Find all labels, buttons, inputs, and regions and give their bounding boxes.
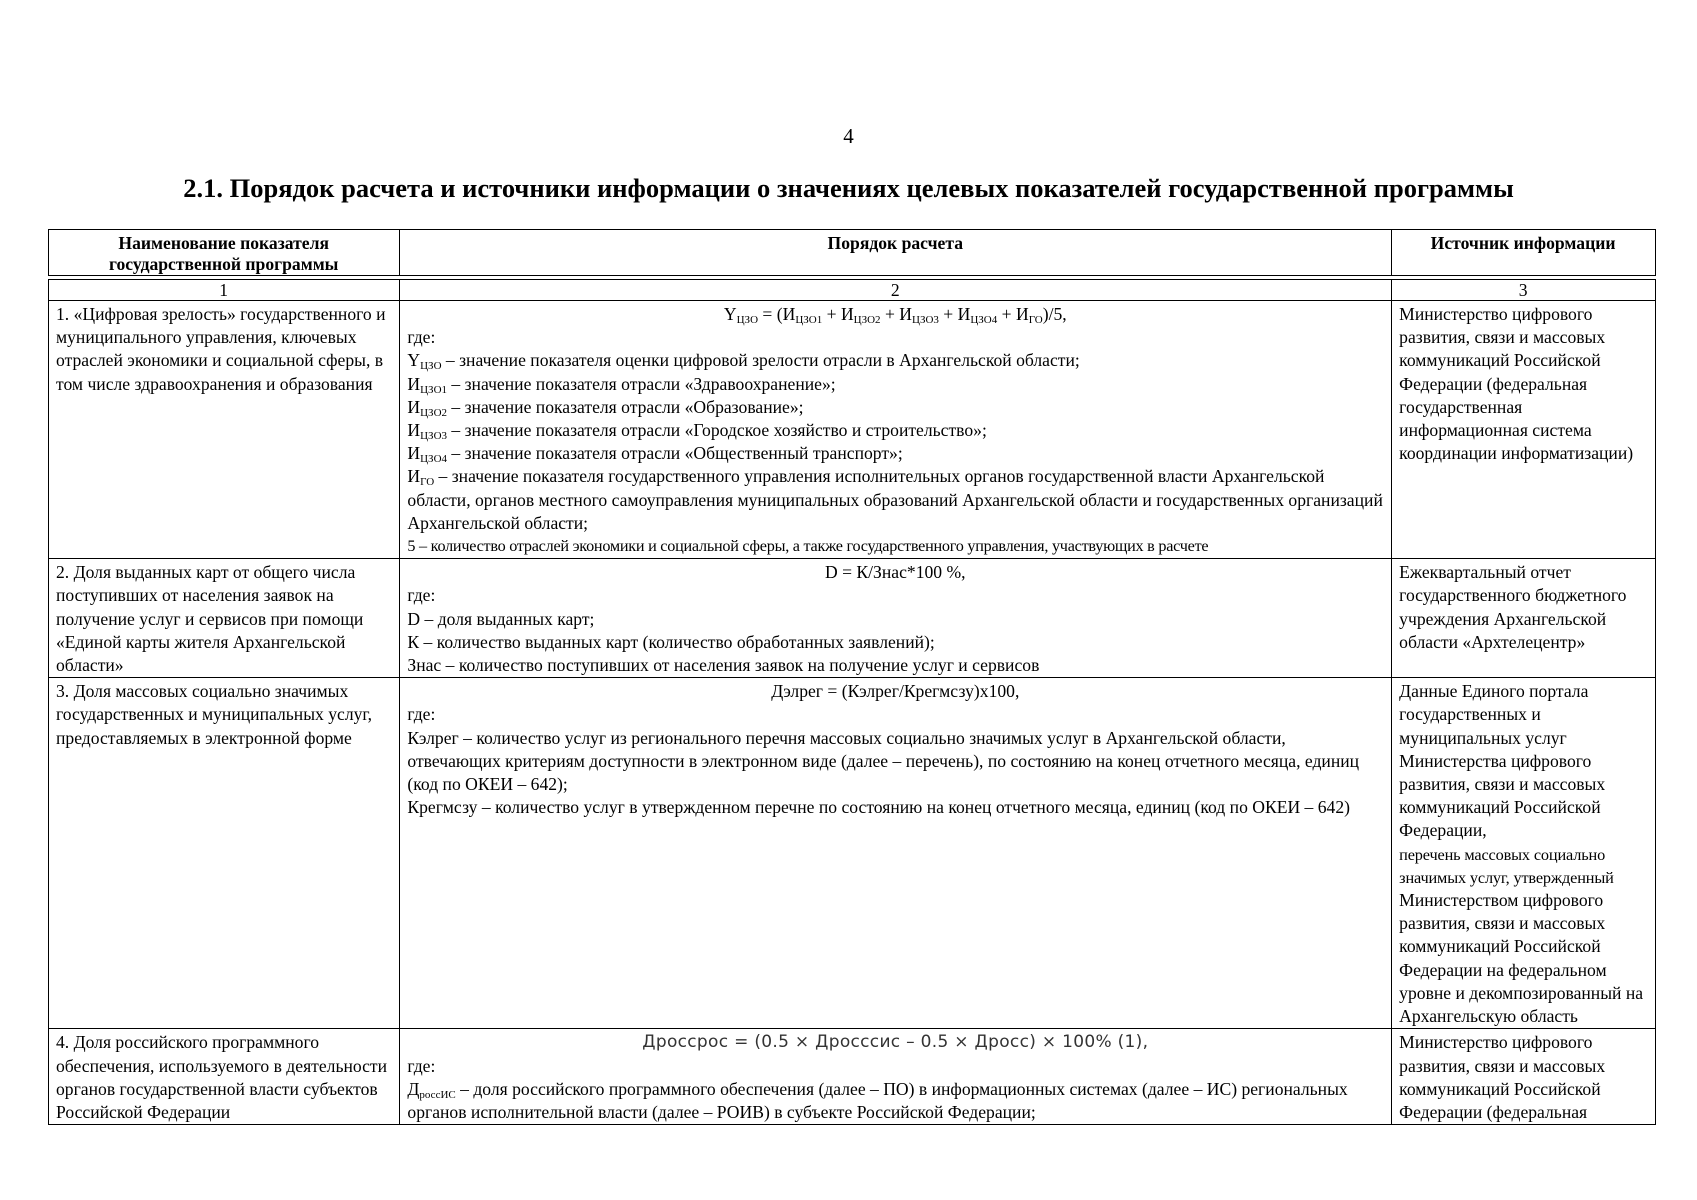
header-indicator-name: Наименование показателя государственной программы (49, 230, 400, 276)
section-title: 2.1. Порядок расчета и источники информации о значениях целевых показателей государственной программы (183, 173, 1514, 203)
where-label: где: (407, 327, 436, 348)
source-text: Данные Единого портала государственных и муниципальных услуг Министерства цифрового развития, связи и массовых коммуникаций Российской Федерации, (1399, 681, 1606, 841)
definition-line: Знас – количество поступивших от населения заявок на получение услуг и сервисов (407, 655, 1040, 676)
definition-line: $И_{ЦЗО3}$ – значение показателя отрасли «Городское хозяйство и строительство»; (407, 420, 987, 443)
calculation-cell (400, 301, 1392, 559)
source-text: Министерством цифрового развития, связи и массовых коммуникаций Российской Федерации на федеральном уровне и декомпозированный на Архангельскую область (1399, 890, 1644, 1027)
definition-line: 5 – количество отраслей экономики и социальной сферы, а также государственного управления, участвующих в расчете (407, 537, 1209, 556)
table-row (49, 559, 1656, 678)
column-numbers-row (49, 280, 1656, 301)
column-number: 3 (1392, 280, 1656, 301)
definition-line: D – доля выданных карт; (407, 608, 595, 629)
source-cell (1392, 678, 1656, 1029)
indicator-name: 1. «Цифровая зрелость» государственного и муниципального управления, ключевых отраслей экономики и социальной сферы, в том числе здравоохранения и образования (49, 301, 400, 559)
where-label: где: (407, 1055, 436, 1076)
source-text: перечень массовых социально значимых услуг, утвержденный (1399, 844, 1614, 887)
header-calculation: Порядок расчета (400, 230, 1392, 276)
definition-line: Крегмсзу – количество услуг в утвержденном перечне по состоянию на конец отчетного месяца, единиц (код по ОКЕИ – 642) (407, 797, 1350, 818)
definition-line: $Y_{ЦЗО}$ – значение показателя оценки цифровой зрелости отрасли в Архангельской области; (407, 350, 1080, 373)
indicator-name: 2. Доля выданных карт от общего числа поступивших от населения заявок на получение услуг и сервисов при помощи «Единой карты жителя Архангельской области» (49, 559, 400, 678)
source-cell: Министерство цифрового развития, связи и массовых коммуникаций Российской Федерации (федеральная (1392, 1029, 1656, 1125)
definition-line: $И_{ЦЗО4}$ – значение показателя отрасли «Общественный транспорт»; (407, 443, 903, 466)
source-cell: Ежеквартальный отчет государственного бюджетного учреждения Архангельской области «Архтелецентр» (1392, 559, 1656, 678)
definition-line: $Д_{россИС}$ – доля российского программного обеспечения (далее – ПО) в информационных системах (далее – ИС) региональных органов исполнительной власти (далее – РОИВ) в субъекте Российской Федерации; (407, 1078, 1348, 1122)
table-row (49, 1029, 1656, 1125)
indicators-table (48, 229, 1656, 1125)
column-number: 1 (49, 280, 400, 301)
definition-line: К – количество выданных карт (количество обработанных заявлений); (407, 631, 935, 652)
table-row (49, 678, 1656, 1029)
formula: $Y_{ЦЗО} = (И_{ЦЗО1} + И_{ЦЗО2} + И_{ЦЗО3} + И_{ЦЗО4} + И_{ГО})/5$, (723, 304, 1067, 326)
page-number: 4 (843, 124, 854, 148)
formula: Дроссрос = (0.5 × Дросссис – 0.5 × Дросс) × 100% (1), (642, 1032, 1149, 1053)
header-source: Источник информации (1392, 230, 1656, 276)
where-label: где: (407, 704, 436, 725)
calculation-cell (400, 559, 1392, 678)
source-cell: Министерство цифрового развития, связи и массовых коммуникаций Российской Федерации (федеральная государственная информационная система координации информатизации) (1392, 301, 1656, 559)
indicator-name: 3. Доля массовых социально значимых государственных и муниципальных услуг, предоставляемых в электронной форме (49, 678, 400, 1029)
where-label: где: (407, 585, 436, 606)
table-header-row (49, 230, 1656, 276)
formula: D = К/Знас*100 %, (825, 562, 966, 583)
column-number: 2 (400, 280, 1392, 301)
table-row (49, 301, 1656, 559)
definition-line: $И_{ЦЗО2}$ – значение показателя отрасли «Образование»; (407, 396, 804, 419)
formula: Дэлрег = (Кэлрег/Крегмсзу)x100, (771, 681, 1020, 702)
definition-line: Кэлрег – количество услуг из регионального перечня массовых социально значимых услуг в Архангельской области, отвечающих критериям доступности в электронном виде (далее – перечень), по состоянию на конец отчетного месяца, единиц (код по ОКЕИ – 642); (407, 727, 1360, 795)
calculation-cell (400, 1029, 1392, 1125)
definition-line: $И_{ЦЗО1}$ – значение показателя отрасли «Здравоохранение»; (407, 373, 836, 396)
definition-line: $И_{ГО}$ – значение показателя государственного управления исполнительных органов государственной власти Архангельской области, органов местного самоуправления муниципальных образований Архангельской области и государственных организаций Архангельской области; (407, 466, 1383, 533)
indicator-name: 4. Доля российского программного обеспечения, используемого в деятельности органов государственной власти субъектов Российской Федерации (49, 1029, 400, 1125)
calculation-cell (400, 678, 1392, 1029)
